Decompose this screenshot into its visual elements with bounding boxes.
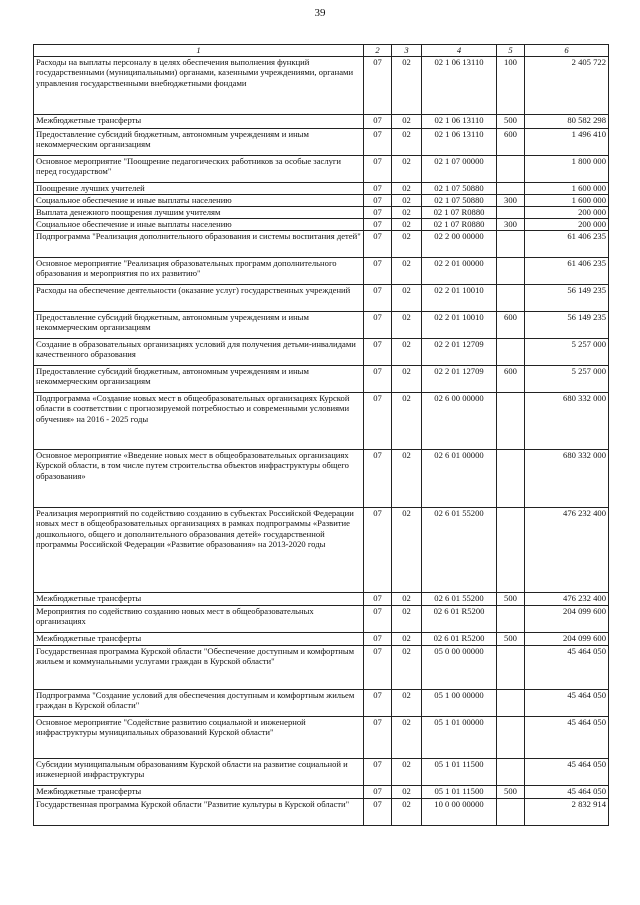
row-amount: 200 000	[525, 219, 609, 231]
row-amount: 5 257 000	[525, 366, 609, 393]
table-row	[34, 195, 609, 207]
table-header-row	[34, 45, 609, 57]
row-subsection: 02	[392, 646, 422, 690]
row-section: 07	[364, 799, 392, 826]
row-section: 07	[364, 450, 392, 508]
table-row	[34, 285, 609, 312]
row-name: Государственная программа Курской области "Развитие культуры в Курской области"	[34, 799, 364, 826]
row-target-code: 02 2 00 00000	[422, 231, 497, 258]
row-target-code: 02 1 06 13110	[422, 129, 497, 156]
row-subsection: 02	[392, 129, 422, 156]
row-target-code: 02 1 07 R0880	[422, 219, 497, 231]
row-subsection: 02	[392, 366, 422, 393]
header-col-section: 2	[364, 45, 392, 57]
row-name: Государственная программа Курской области "Обеспечение доступным и комфортным жильем и коммунальными услугами граждан в Курской области"	[34, 646, 364, 690]
row-section: 07	[364, 231, 392, 258]
row-subsection: 02	[392, 339, 422, 366]
row-expense-type	[497, 759, 525, 786]
row-expense-type	[497, 799, 525, 826]
row-amount: 2 832 914	[525, 799, 609, 826]
row-amount: 680 332 000	[525, 393, 609, 450]
row-target-code: 02 2 01 00000	[422, 258, 497, 285]
row-expense-type	[497, 393, 525, 450]
table-row	[34, 717, 609, 759]
row-name: Мероприятия по содействию созданию новых мест в общеобразовательных организациях	[34, 606, 364, 633]
table-row	[34, 312, 609, 339]
table-row	[34, 207, 609, 219]
row-target-code: 02 6 01 00000	[422, 450, 497, 508]
row-subsection: 02	[392, 219, 422, 231]
row-name: Подпрограмма "Создание условий для обеспечения доступным и комфортным жильем граждан в Курской области"	[34, 690, 364, 717]
row-target-code: 02 2 01 10010	[422, 312, 497, 339]
row-subsection: 02	[392, 450, 422, 508]
row-target-code: 02 1 06 13110	[422, 115, 497, 129]
row-subsection: 02	[392, 508, 422, 593]
row-expense-type: 300	[497, 219, 525, 231]
row-target-code: 02 1 06 13110	[422, 57, 497, 115]
row-expense-type	[497, 690, 525, 717]
table-row	[34, 156, 609, 183]
row-name: Субсидии муниципальным образованиям Курской области на развитие социальной и инженерной инфраструктуры	[34, 759, 364, 786]
row-name: Поощрение лучших учителей	[34, 183, 364, 195]
table-row	[34, 633, 609, 646]
row-section: 07	[364, 258, 392, 285]
row-section: 07	[364, 759, 392, 786]
table-row	[34, 231, 609, 258]
row-name: Реализация мероприятий по содействию созданию в субъектах Российской Федерации новых мест в общеобразовательных организациях в рамках подпрограммы «Развитие дошкольного, общего и дополнительного образования детей» государственной программы Российской Федерации «Развитие образования» на 2013-2020 годы	[34, 508, 364, 593]
row-expense-type	[497, 450, 525, 508]
row-section: 07	[364, 195, 392, 207]
row-amount: 45 464 050	[525, 646, 609, 690]
row-target-code: 02 6 00 00000	[422, 393, 497, 450]
row-expense-type	[497, 183, 525, 195]
row-name: Предоставление субсидий бюджетным, автономным учреждениям и иным некоммерческим организациям	[34, 312, 364, 339]
row-target-code: 05 0 00 00000	[422, 646, 497, 690]
row-subsection: 02	[392, 759, 422, 786]
table-row	[34, 115, 609, 129]
row-expense-type	[497, 207, 525, 219]
row-amount: 56 149 235	[525, 312, 609, 339]
row-target-code: 02 6 01 R5200	[422, 606, 497, 633]
row-target-code: 05 1 01 00000	[422, 717, 497, 759]
row-expense-type: 500	[497, 593, 525, 606]
row-name: Межбюджетные трансферты	[34, 593, 364, 606]
row-amount: 45 464 050	[525, 717, 609, 759]
row-expense-type	[497, 156, 525, 183]
row-amount: 1 496 410	[525, 129, 609, 156]
row-expense-type	[497, 258, 525, 285]
row-section: 07	[364, 690, 392, 717]
row-name: Расходы на выплаты персоналу в целях обеспечения выполнения функций государственными (муниципальными) органами, казенными учреждениями, органами управления государственными внебюджетными фондами	[34, 57, 364, 115]
row-section: 07	[364, 508, 392, 593]
row-subsection: 02	[392, 258, 422, 285]
row-target-code: 02 6 01 55200	[422, 593, 497, 606]
row-subsection: 02	[392, 633, 422, 646]
row-name: Подпрограмма «Создание новых мест в общеобразовательных организациях Курской области в соответствии с прогнозируемой потребностью и современными условиями обучения» на 2016 - 2025 годы	[34, 393, 364, 450]
table-row	[34, 786, 609, 799]
row-amount: 476 232 400	[525, 508, 609, 593]
row-name: Основное мероприятие "Содействие развитию социальной и инженерной инфраструктуры муниципальных образований Курской области"	[34, 717, 364, 759]
row-name: Межбюджетные трансферты	[34, 633, 364, 646]
table-row	[34, 646, 609, 690]
row-amount: 204 099 600	[525, 606, 609, 633]
row-name: Межбюджетные трансферты	[34, 115, 364, 129]
table-row	[34, 450, 609, 508]
row-name: Межбюджетные трансферты	[34, 786, 364, 799]
row-section: 07	[364, 312, 392, 339]
row-name: Предоставление субсидий бюджетным, автономным учреждениям и иным некоммерческим организациям	[34, 129, 364, 156]
row-amount: 680 332 000	[525, 450, 609, 508]
row-expense-type	[497, 285, 525, 312]
row-target-code: 05 1 00 00000	[422, 690, 497, 717]
row-section: 07	[364, 207, 392, 219]
row-subsection: 02	[392, 231, 422, 258]
row-target-code: 02 2 01 10010	[422, 285, 497, 312]
row-expense-type	[497, 231, 525, 258]
row-section: 07	[364, 339, 392, 366]
row-amount: 5 257 000	[525, 339, 609, 366]
row-target-code: 02 1 07 R0880	[422, 207, 497, 219]
row-amount: 1 800 000	[525, 156, 609, 183]
row-expense-type: 500	[497, 115, 525, 129]
row-amount: 45 464 050	[525, 759, 609, 786]
row-expense-type: 600	[497, 366, 525, 393]
row-section: 07	[364, 366, 392, 393]
row-section: 07	[364, 633, 392, 646]
row-expense-type: 100	[497, 57, 525, 115]
row-expense-type: 300	[497, 195, 525, 207]
row-target-code: 02 6 01 55200	[422, 508, 497, 593]
table-row	[34, 393, 609, 450]
row-amount: 1 600 000	[525, 183, 609, 195]
row-amount: 56 149 235	[525, 285, 609, 312]
row-subsection: 02	[392, 285, 422, 312]
row-target-code: 02 1 07 50880	[422, 195, 497, 207]
row-subsection: 02	[392, 195, 422, 207]
row-target-code: 02 1 07 50880	[422, 183, 497, 195]
row-expense-type	[497, 606, 525, 633]
row-target-code: 02 1 07 00000	[422, 156, 497, 183]
row-section: 07	[364, 646, 392, 690]
row-target-code: 05 1 01 11500	[422, 759, 497, 786]
row-subsection: 02	[392, 57, 422, 115]
row-section: 07	[364, 393, 392, 450]
row-section: 07	[364, 156, 392, 183]
row-subsection: 02	[392, 115, 422, 129]
row-name: Создание в образовательных организациях условий для получения детьми-инвалидами качественного образования	[34, 339, 364, 366]
row-amount: 45 464 050	[525, 786, 609, 799]
row-section: 07	[364, 285, 392, 312]
table-row	[34, 339, 609, 366]
row-subsection: 02	[392, 799, 422, 826]
table-row	[34, 799, 609, 826]
table-row	[34, 759, 609, 786]
row-amount: 200 000	[525, 207, 609, 219]
row-amount: 45 464 050	[525, 690, 609, 717]
row-amount: 1 600 000	[525, 195, 609, 207]
header-col-target-code: 4	[422, 45, 497, 57]
header-col-expense-type: 5	[497, 45, 525, 57]
table-row	[34, 183, 609, 195]
header-col-name: 1	[34, 45, 364, 57]
row-expense-type: 600	[497, 312, 525, 339]
row-subsection: 02	[392, 156, 422, 183]
row-amount: 61 406 235	[525, 231, 609, 258]
row-amount: 204 099 600	[525, 633, 609, 646]
table-row	[34, 690, 609, 717]
row-expense-type: 600	[497, 129, 525, 156]
row-name: Социальное обеспечение и иные выплаты населению	[34, 195, 364, 207]
table-row	[34, 508, 609, 593]
row-name: Выплата денежного поощрения лучшим учителям	[34, 207, 364, 219]
row-name: Подпрограмма "Реализация дополнительного образования и системы воспитания детей"	[34, 231, 364, 258]
budget-table	[33, 44, 609, 826]
row-subsection: 02	[392, 690, 422, 717]
row-subsection: 02	[392, 606, 422, 633]
row-subsection: 02	[392, 183, 422, 195]
row-name: Основное мероприятие "Поощрение педагогических работников за особые заслуги перед государством"	[34, 156, 364, 183]
row-name: Социальное обеспечение и иные выплаты населению	[34, 219, 364, 231]
row-amount: 61 406 235	[525, 258, 609, 285]
row-expense-type	[497, 508, 525, 593]
table-row	[34, 366, 609, 393]
row-target-code: 10 0 00 00000	[422, 799, 497, 826]
page-number: 39	[314, 7, 326, 19]
row-target-code: 02 2 01 12709	[422, 339, 497, 366]
row-name: Основное мероприятие "Реализация образовательных программ дополнительного образования и мероприятия по их развитию"	[34, 258, 364, 285]
row-expense-type	[497, 717, 525, 759]
row-subsection: 02	[392, 207, 422, 219]
row-target-code: 02 2 01 12709	[422, 366, 497, 393]
row-section: 07	[364, 57, 392, 115]
row-expense-type: 500	[497, 786, 525, 799]
row-expense-type: 500	[497, 633, 525, 646]
row-section: 07	[364, 115, 392, 129]
row-name: Расходы на обеспечение деятельности (оказание услуг) государственных учреждений	[34, 285, 364, 312]
row-section: 07	[364, 219, 392, 231]
table-row	[34, 606, 609, 633]
row-target-code: 05 1 01 11500	[422, 786, 497, 799]
row-amount: 2 405 722	[525, 57, 609, 115]
row-subsection: 02	[392, 312, 422, 339]
table-row	[34, 219, 609, 231]
table-row	[34, 129, 609, 156]
row-expense-type	[497, 646, 525, 690]
row-name: Предоставление субсидий бюджетным, автономным учреждениям и иным некоммерческим организациям	[34, 366, 364, 393]
row-section: 07	[364, 786, 392, 799]
row-subsection: 02	[392, 593, 422, 606]
row-expense-type	[497, 339, 525, 366]
row-target-code: 02 6 01 R5200	[422, 633, 497, 646]
row-subsection: 02	[392, 393, 422, 450]
row-section: 07	[364, 717, 392, 759]
row-amount: 80 582 298	[525, 115, 609, 129]
row-section: 07	[364, 129, 392, 156]
row-subsection: 02	[392, 786, 422, 799]
row-amount: 476 232 400	[525, 593, 609, 606]
row-subsection: 02	[392, 717, 422, 759]
row-name: Основное мероприятие «Введение новых мест в общеобразовательных организациях Курской области, в том числе путем строительства объектов инфраструктуры общего образования»	[34, 450, 364, 508]
row-section: 07	[364, 606, 392, 633]
row-section: 07	[364, 593, 392, 606]
header-col-amount: 6	[525, 45, 609, 57]
table-row	[34, 593, 609, 606]
header-col-subsection: 3	[392, 45, 422, 57]
row-section: 07	[364, 183, 392, 195]
table-row	[34, 57, 609, 115]
table-row	[34, 258, 609, 285]
